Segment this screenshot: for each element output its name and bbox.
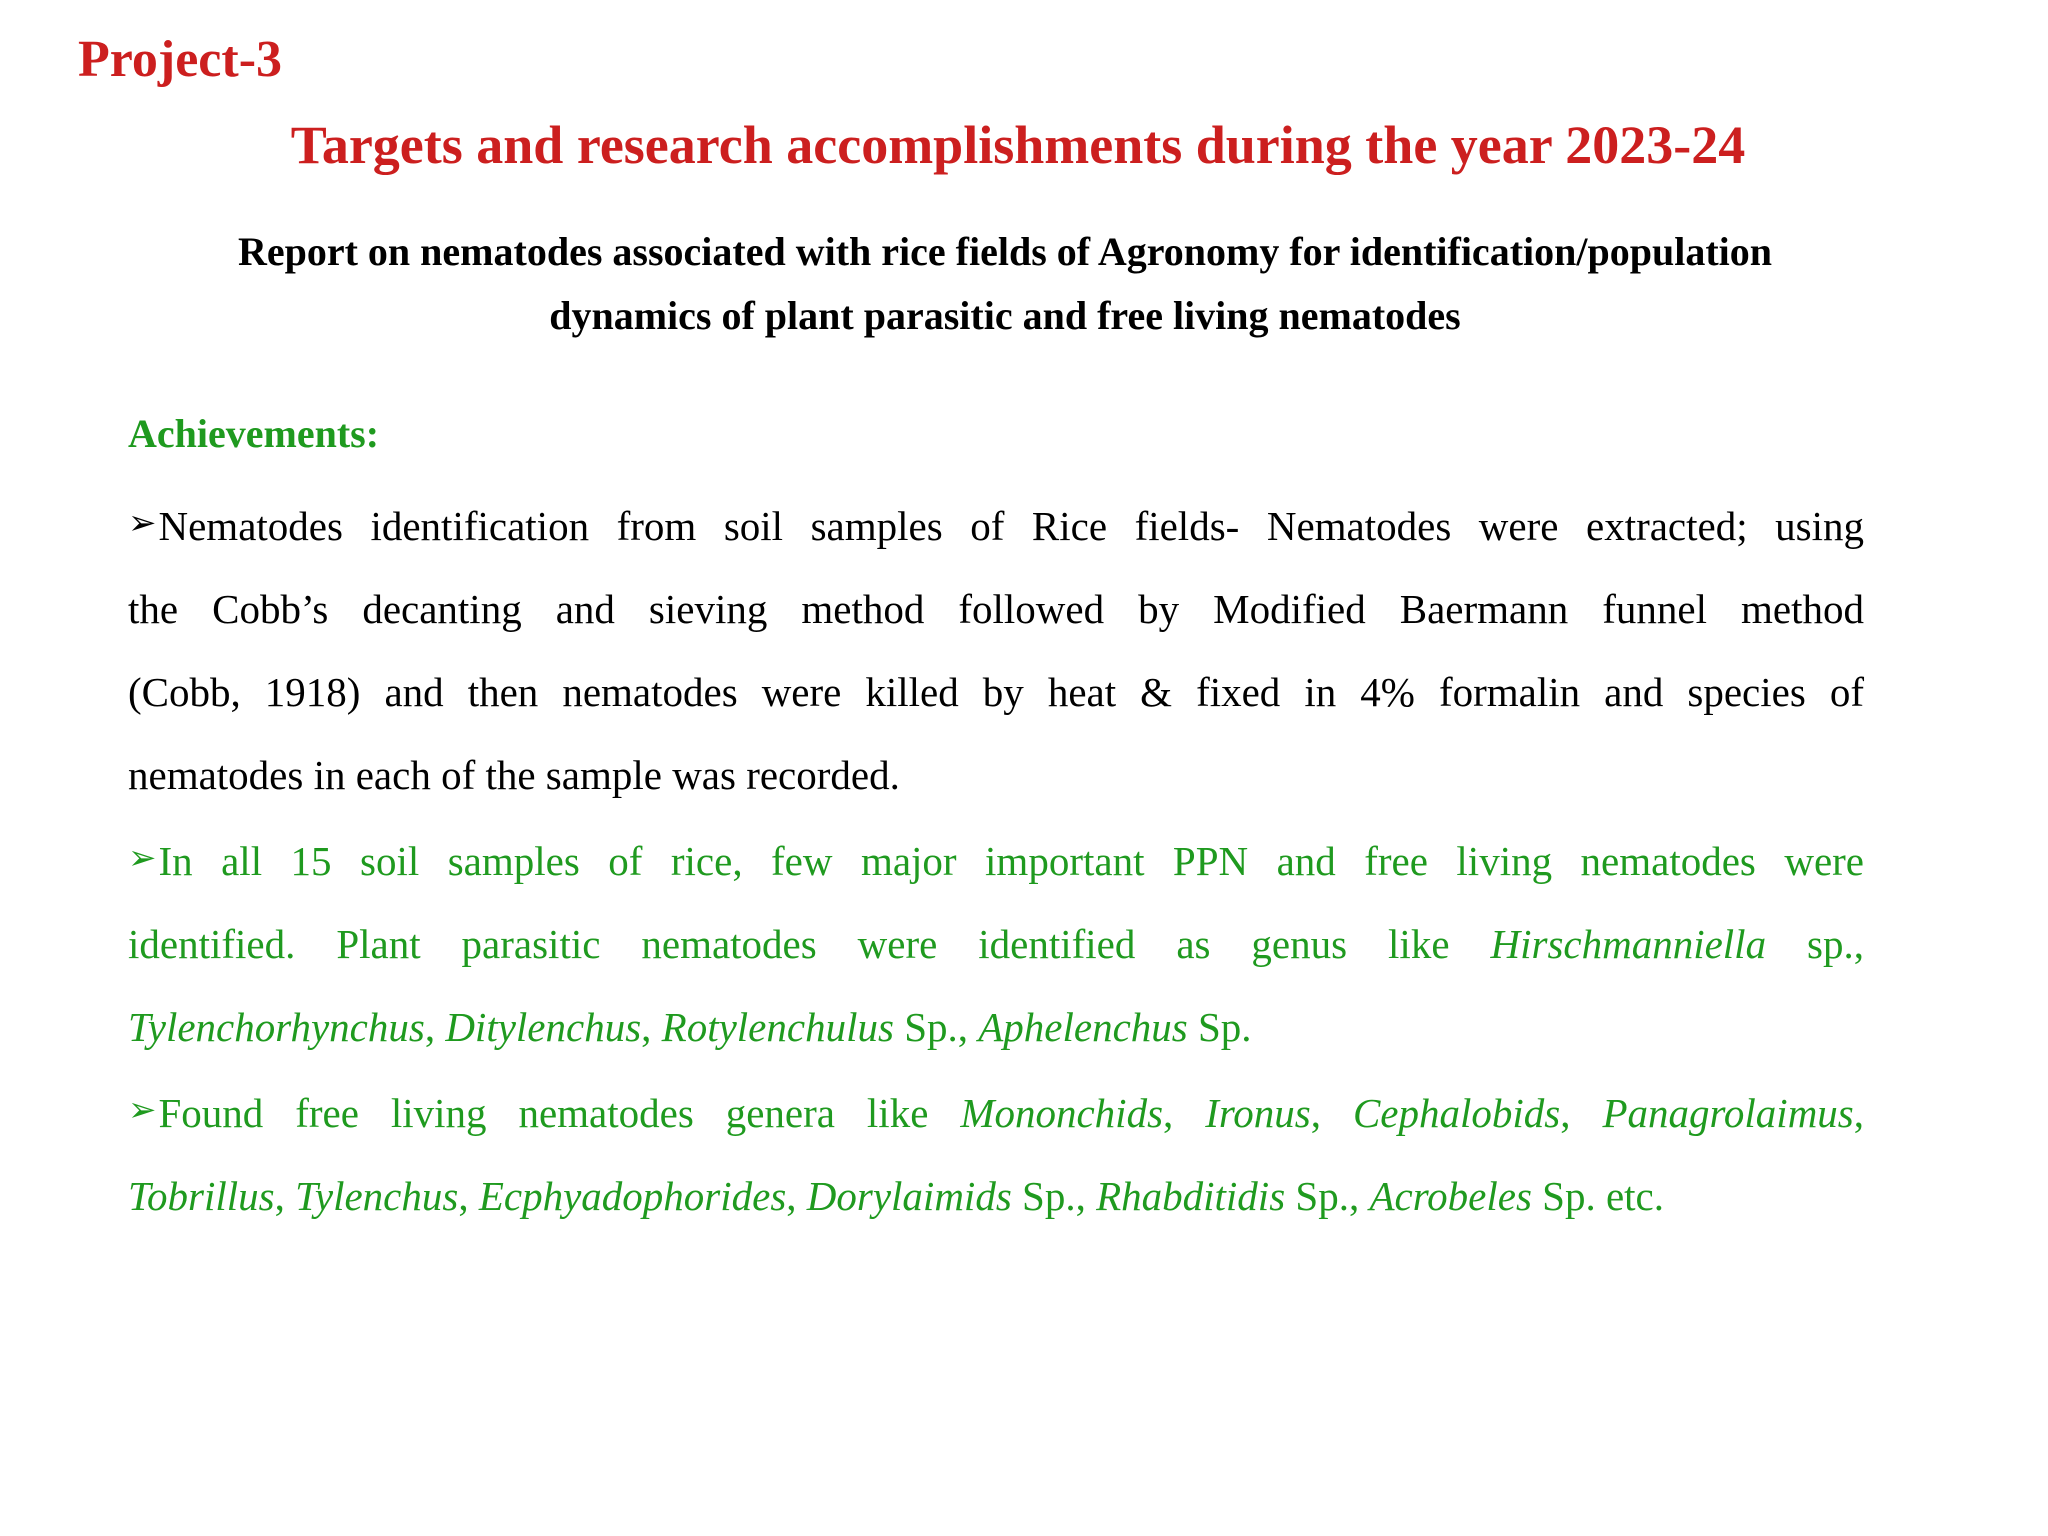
genus-rotylenchulus: Rotylenchulus	[661, 1004, 894, 1050]
achievements-heading-text: Achievements:	[128, 411, 380, 456]
genus-acrobeles: Acrobeles	[1369, 1173, 1532, 1219]
genus-hirschmanniella: Hirschmanniella	[1490, 921, 1767, 967]
subtitle-line-1: Report on nematodes associated with rice fields of Agronomy for identification/population	[237, 229, 1773, 274]
arrowhead-bullet-icon: ➢	[128, 1092, 157, 1129]
genus-tylenchorhynchus: Tylenchorhynchus	[128, 1004, 425, 1050]
genus-ironus: Ironus	[1205, 1090, 1311, 1136]
separator: Sp.,	[904, 1004, 968, 1050]
paragraph-1-line-3: (Cobb, 1918) and then nematodes were killed by heat & fixed in 4% formalin and species of	[128, 669, 1864, 715]
achievements-heading	[128, 402, 379, 466]
separator: Sp.,	[1022, 1173, 1086, 1219]
genus-panagrolaimus: Panagrolaimus	[1602, 1090, 1854, 1136]
paragraph-2-line-3	[128, 986, 1864, 1069]
main-title	[0, 110, 2048, 180]
arrowhead-bullet-icon: ➢	[128, 505, 157, 542]
project-label-text: Project-3	[78, 31, 283, 88]
separator: ,	[1310, 1090, 1322, 1136]
separator: ,	[424, 1004, 436, 1050]
paragraph-3-line-2	[128, 1155, 1864, 1238]
subtitle-line-2: dynamics of plant parasitic and free living nematodes	[549, 293, 1461, 338]
genus-ecphyadophorides: Ecphyadophorides	[478, 1173, 787, 1219]
genus-tobrillus: Tobrillus	[128, 1173, 275, 1219]
paragraph-2-line-2	[128, 903, 1864, 986]
project-label	[78, 26, 282, 94]
separator: Sp. etc.	[1542, 1173, 1664, 1219]
paragraph-1-line-2: the Cobb’s decanting and sieving method followed by Modified Baermann funnel method	[128, 586, 1864, 632]
genus-rhabditidis: Rhabditidis	[1096, 1173, 1286, 1219]
separator: ,	[1560, 1090, 1571, 1136]
paragraph-1-line-1	[128, 482, 1864, 568]
arrowhead-bullet-icon: ➢	[128, 840, 157, 877]
main-title-text: Targets and research accomplishments during the year 2023-24	[290, 115, 1746, 175]
genus-tylenchus: Tylenchus	[295, 1173, 459, 1219]
paragraph-1-line-4: nematodes in each of the sample was recorded.	[128, 752, 900, 798]
genus-ditylenchus: Ditylenchus	[445, 1004, 642, 1050]
genus-dorylaimids: Dorylaimids	[806, 1173, 1012, 1219]
paragraph-2-line-1-text: In all 15 soil samples of rice, few major important PPN and free living nematodes were	[158, 838, 1864, 884]
separator: ,	[1853, 1090, 1865, 1136]
separator: ,	[274, 1173, 285, 1219]
genus-suffix: sp.,	[1807, 921, 1864, 967]
genus-aphelenchus: Aphelenchus	[978, 1004, 1188, 1050]
achievement-item-2	[128, 817, 1864, 1069]
paragraph-3-intro: Found free living nematodes genera like	[158, 1090, 929, 1136]
achievement-item-1	[128, 482, 1864, 817]
separator: Sp.	[1197, 1004, 1252, 1050]
paragraph-3-line-1	[128, 1069, 1864, 1155]
genus-mononchids: Mononchids	[960, 1090, 1164, 1136]
paragraph-1-line-1-text: Nematodes identification from soil samples of Rice fields- Nematodes were extracted; using	[158, 503, 1864, 549]
separator: ,	[458, 1173, 469, 1219]
report-subtitle	[110, 220, 1900, 348]
paragraph-2-line-2-text: identified. Plant parasitic nematodes were identified as genus like	[128, 921, 1450, 967]
paragraph-2-line-1	[128, 817, 1864, 903]
separator: ,	[1163, 1090, 1174, 1136]
achievement-item-3	[128, 1069, 1864, 1238]
achievements-body	[128, 482, 1864, 1238]
separator: Sp.,	[1295, 1173, 1360, 1219]
separator: ,	[786, 1173, 797, 1219]
separator: ,	[641, 1004, 652, 1050]
genus-cephalobids: Cephalobids	[1352, 1090, 1561, 1136]
